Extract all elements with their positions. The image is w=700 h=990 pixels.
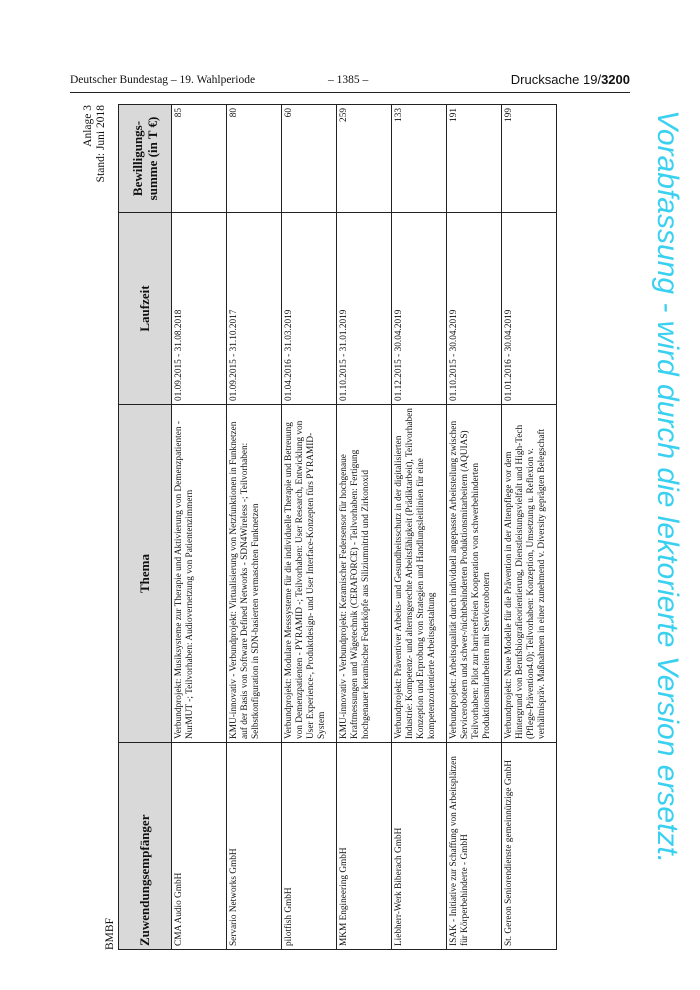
amount-cell: 85 <box>172 105 227 213</box>
recipient-cell: Servario Networks GmbH <box>227 743 282 950</box>
duration-cell: 01.09.2015 - 31.10.2017 <box>227 213 282 405</box>
table-row <box>227 105 282 950</box>
topic-cell: Verbundprojekt: Arbeitsqualität durch individuell angepasste Arbeitsteilung zwischen Servicerobotern und schwer-/nichtbehinderten Produktionsmitarbeitern (AQUIAS) Teilvorhaben: Pilot zur barrierefreien Kooperation von schwerbehinderten Produktionsmitarbeitern mit Servicerobotern <box>447 405 502 743</box>
recipient-cell: ISAK - Initiative zur Schaffung von Arbeitsplätzen für Körperbehinderte - GmbH <box>447 743 502 950</box>
drucksache-period: 19/ <box>583 72 602 87</box>
recipient-cell: MKM Engineering GmbH <box>337 743 392 950</box>
amount-cell: 191 <box>447 105 502 213</box>
drucksache-id: 3200 <box>601 72 630 87</box>
amount-cell: 259 <box>337 105 392 213</box>
topic-cell: KMU-innovativ - Verbundprojekt: Virtualisierung von Netzfunktionen in Funknetzen auf der Basis von Software Defined Networks - SDN4Wireless -; Teilvorhaben: Selbstkonfiguration in SDN-basierten vermaschten Funknetzen <box>227 405 282 743</box>
topic-cell: Verbundprojekt: Präventiver Arbeits- und Gesundheitsschutz in der digitalisierten Industrie: Kompetenz- und alternsgerechte Arbeitsfähigkeit (Prädiktarbeit), Teilvorhaben Konzeption und Erprobung von Strategien und Handlungsleitlinien für eine kompetenzorientierte Arbeitsgestaltung <box>392 405 447 743</box>
amount-cell: 60 <box>282 105 337 213</box>
table-row <box>392 105 447 950</box>
recipient-cell: CMA Audio GmbH <box>172 743 227 950</box>
appendix-label: Anlage 3 <box>82 105 94 147</box>
table-row <box>447 105 502 950</box>
ministry-label: BMBF <box>104 918 116 950</box>
table-row <box>282 105 337 950</box>
topic-cell: Verbundprojekt: Musiksysteme zur Therapie und Aktivierung von Demenzpatienten - NurMUT -; Teilvorhaben: Audiovernetzung von Patientenzimmern <box>172 405 227 743</box>
duration-cell: 01.10.2015 - 30.04.2019 <box>447 213 502 405</box>
table-meta <box>70 105 118 950</box>
table-header-row <box>119 105 172 950</box>
header-amount: Bewilligungs-summe (in T €) <box>119 105 172 213</box>
duration-cell: 01.09.2015 - 31.08.2018 <box>172 213 227 405</box>
table-row <box>337 105 392 950</box>
topic-cell: KMU-innovativ - Verbundprojekt: Keramischer Federsensor für hochgenaue Kraftmessungen und Wägetechnik (CERAFORCE) - Teilvorhaben: Fertigung hochgenauer keramischer Federköpfe aus Siliziumnitrid und Zirkonoxid <box>337 405 392 743</box>
page-number: – 1385 – <box>328 74 369 86</box>
amount-cell: 133 <box>392 105 447 213</box>
appendix-info <box>82 105 108 182</box>
topic-cell: Verbundprojekt: Modulare Messsysteme für die individuelle Therapie und Betreuung von Demenzpatienten - PYRAMID -; Teilvorhaben: User Research, Entwicklung von User Experience-, Produktdesign- und User Interface-Konzepten fürs PYRAMID-System <box>282 405 337 743</box>
header-duration: Laufzeit <box>119 213 172 405</box>
page-header <box>70 72 630 93</box>
recipient-cell: pilotfish GmbH <box>282 743 337 950</box>
recipient-cell: Liebherr-Werk Biberach GmbH <box>392 743 447 950</box>
funding-table <box>118 104 557 950</box>
header-recipient: Zuwendungsempfänger <box>119 743 172 950</box>
recipient-cell: St. Gereon Seniorendienste gemeinnützige GmbH <box>502 743 557 950</box>
duration-cell: 01.04.2016 - 31.03.2019 <box>282 213 337 405</box>
status-date: Stand: Juni 2018 <box>95 105 107 183</box>
amount-cell: 80 <box>227 105 282 213</box>
duration-cell: 01.10.2015 - 31.01.2019 <box>337 213 392 405</box>
topic-cell: Verbundprojekt: Neue Modelle für die Prävention in der Altenpflege vor dem Hintergrund von Berufsbiografieorientierung, Dienstleistungsvielfalt und High-Tech (Pflege-Prävention4.0); Teilvorhaben: Konzeption, Umsetzung u. Reflexion v. verhältnispräv. Maßnahmen in einer zunehmend v. Diversity geprägten Belegschaft <box>502 405 557 743</box>
rotated-content <box>70 105 630 950</box>
parliament-label: Deutscher Bundestag – 19. Wahlperiode <box>70 74 256 86</box>
table-row <box>502 105 557 950</box>
drucksache-prefix: Drucksache <box>510 72 583 87</box>
duration-cell: 01.12.2015 - 30.04.2019 <box>392 213 447 405</box>
drucksache-number <box>511 72 630 87</box>
amount-cell: 199 <box>502 105 557 213</box>
duration-cell: 01.01.2016 - 30.04.2019 <box>502 213 557 405</box>
table-row <box>172 105 227 950</box>
draft-watermark: Vorabfassung - wird durch die lektorierte Version ersetzt. <box>651 110 684 864</box>
header-topic: Thema <box>119 405 172 743</box>
